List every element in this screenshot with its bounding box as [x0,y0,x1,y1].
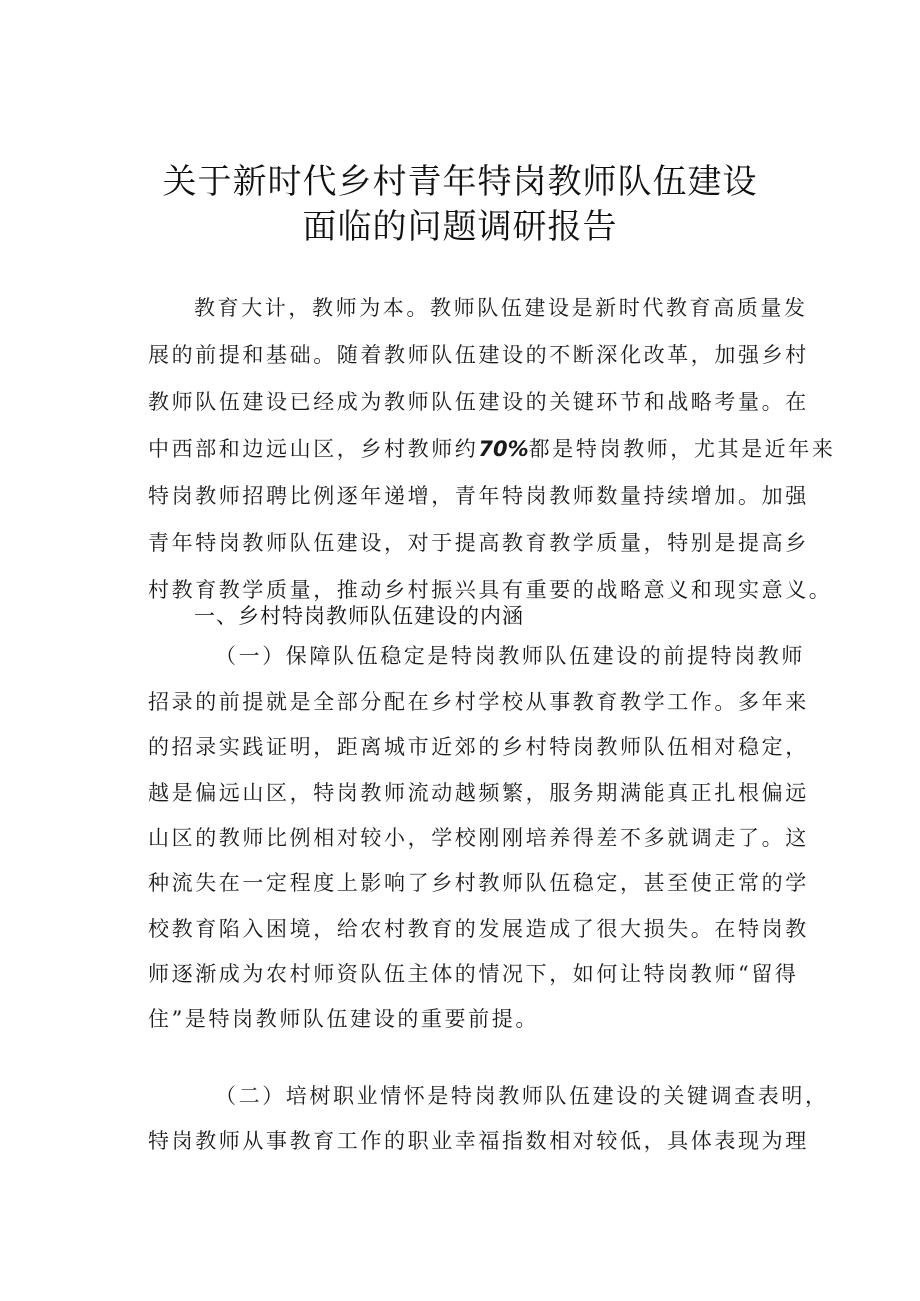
sub2-line-1: （二）培树职业情怀是特岗教师队伍建设的关键调查表明， [215,1084,829,1108]
sub1-line-8: 师逐渐成为农村师资队伍主体的情况下，如何让特岗教师“留得 [148,962,799,986]
sub1-line-9: 住”是特岗教师队伍建设的重要前提。 [148,1007,539,1031]
intro-line-4-pre: 中西部和边远山区，乡村教师约 [148,437,479,461]
intro-line-7: 村教育教学质量，推动乡村振兴具有重要的战略意义和现实意义。 [148,578,833,602]
sub1-line-1: （一）保障队伍稳定是特岗教师队伍建设的前提特岗教师 [215,644,805,668]
intro-line-2: 展的前提和基础。随着教师队伍建设的不断深化改革，加强乡村 [148,343,809,367]
sub1-line-6: 种流失在一定程度上影响了乡村教师队伍稳定，甚至使正常的学 [148,871,809,895]
sub1-line-5: 山区的教师比例相对较小，学校刚刚培养得差不多就调走了。这 [148,826,809,850]
sub1-line-3: 的招录实践证明，距离城市近郊的乡村特岗教师队伍相对稳定， [148,735,809,759]
intro-line-5: 特岗教师招聘比例逐年递增，青年特岗教师数量持续增加。加强 [148,484,809,508]
section-1-heading: 一、乡村特岗教师队伍建设的内涵 [194,604,524,628]
intro-line-6: 青年特岗教师队伍建设，对于提高教育教学质量，特别是提高乡 [148,531,809,555]
document-title-line-2: 面临的问题调研报告 [302,207,618,247]
document-title-line-1: 关于新时代乡村青年特岗教师队伍建设 [162,162,758,202]
intro-line-4 [148,433,836,463]
intro-line-4-post: 都是特岗教师，尤其是近年来 [528,437,836,461]
sub1-line-4: 越是偏远山区，特岗教师流动越频繁，服务期满能真正扎根偏远 [148,781,809,805]
sub1-line-2: 招录的前提就是全部分配在乡村学校从事教育教学工作。多年来 [148,690,809,714]
intro-percentage: 70% [478,437,529,461]
sub1-line-7: 校教育陷入困境，给农村教育的发展造成了很大损失。在特岗教 [148,917,809,941]
sub2-line-2: 特岗教师从事教育工作的职业幸福指数相对较低，具体表现为理 [148,1129,809,1153]
intro-line-3: 教师队伍建设已经成为教师队伍建设的关键环节和战略考量。在 [148,390,809,414]
intro-line-1: 教育大计，教师为本。教师队伍建设是新时代教育高质量发 [194,296,808,320]
